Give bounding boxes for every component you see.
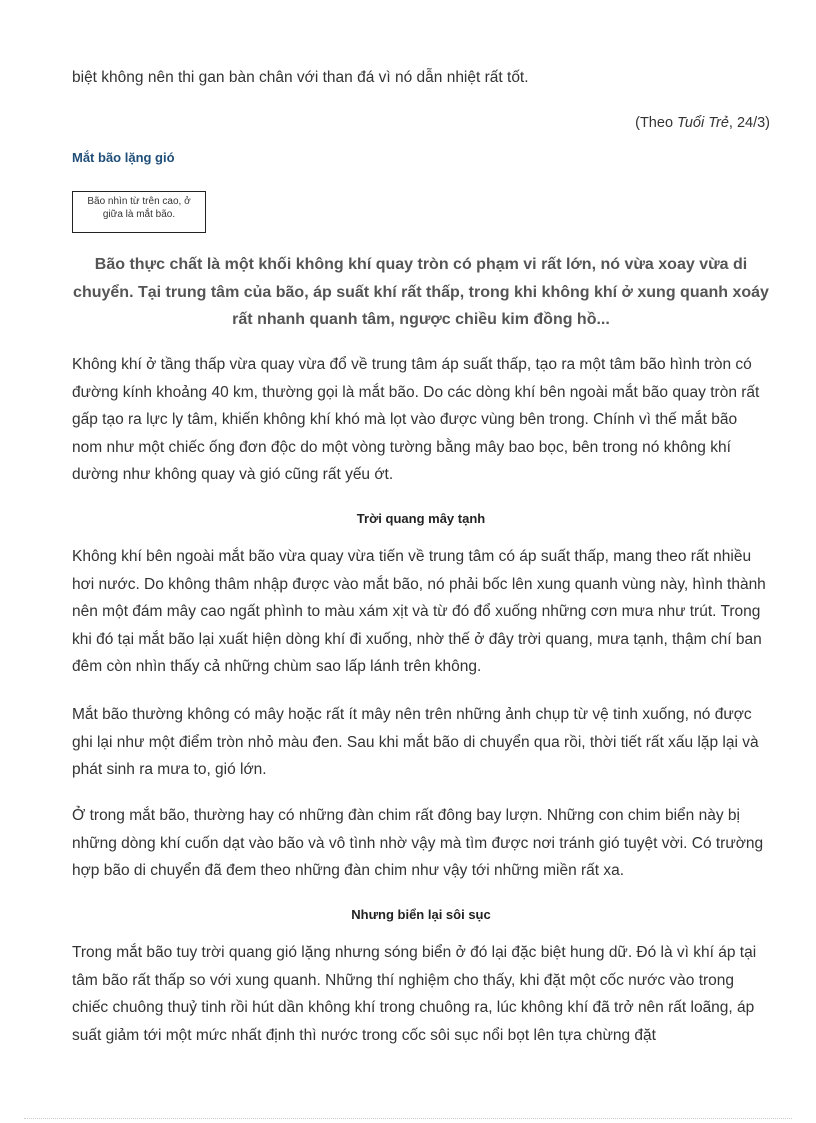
page-bottom-divider	[24, 1118, 792, 1119]
source-open: (Theo	[635, 115, 678, 131]
subheading-1: Trời quang mây tạnh	[356, 511, 486, 526]
paragraph-5: Trong mắt bão tuy trời quang gió lặng nhưng sóng biển ở đó lại đặc biệt hung dữ. Đó là vì khí áp tại tâm bão rất thấp so với xung quanh. Những thí nghiệm cho thấy, khi đặt một cốc nước vào trong chiếc chuông thuỷ tinh rồi hút dần không khí trong chuông ra, lúc không khí đã trở nên rất loãng, áp suất giảm tới một mức nhất định thì nước trong cốc sôi sục nổi bọt lên tựa chừng đặt	[72, 944, 757, 1044]
source-close: , 24/3)	[728, 115, 770, 131]
paragraph-4: Ở trong mắt bão, thường hay có những đàn chim rất đông bay lượn. Những con chim biển này bị những dòng khí cuốn dạt vào bão và vô tình nhờ vậy mà tìm được nơi tránh gió tuyệt vời. Có trường hợp bão di chuyển đã đem theo những đàn chim như vậy tới những miền rất xa.	[72, 807, 764, 879]
image-caption: Bão nhìn từ trên cao, ở giữa là mắt bão.	[87, 196, 191, 220]
subheading-2: Nhưng biển lại sôi sục	[351, 907, 491, 922]
source-publication: Tuổi Trẻ	[677, 115, 729, 131]
article-lead: Bão thực chất là một khối không khí quay tròn có phạm vi rất lớn, nó vừa xoay vừa di chuyển. Tại trung tâm của bão, áp suất khí rất thấp, trong khi không khí ở xung quanh xoáy rất nhanh quanh tâm, ngược chiều kim đồng hồ...	[73, 256, 769, 328]
paragraph-2: Không khí bên ngoài mắt bão vừa quay vừa tiến về trung tâm có áp suất thấp, mang theo rất nhiều hơi nước. Do không thâm nhập được vào mắt bão, nó phải bốc lên xung quanh vùng này, hình thành nên một đám mây cao ngất phình to màu xám xịt và từ đó đổ xuống những cơn mưa như trút. Trong khi đó tại mắt bão lại xuất hiện dòng khí đi xuống, nhờ thế ở đây trời quang, mưa tạnh, thậm chí ban đêm còn nhìn thấy cả những chùm sao lấp lánh trên không.	[72, 548, 766, 675]
image-caption-box	[72, 191, 206, 233]
source-citation	[635, 112, 770, 134]
intro-paragraph-fragment: biệt không nên thi gan bàn chân với than đá vì nó dẫn nhiệt rất tốt.	[72, 69, 529, 86]
paragraph-3: Mắt bão thường không có mây hoặc rất ít mây nên trên những ảnh chụp từ vệ tinh xuống, nó được ghi lại như một điểm tròn nhỏ màu đen. Sau khi mắt bão di chuyển qua rồi, thời tiết rất xấu lặp lại và phát sinh ra mưa to, gió lớn.	[72, 706, 759, 778]
article-title: Mắt bão lặng gió	[72, 150, 175, 165]
paragraph-1: Không khí ở tầng thấp vừa quay vừa đổ về trung tâm áp suất thấp, tạo ra một tâm bão hình tròn có đường kính khoảng 40 km, thường gọi là mắt bão. Do các dòng khí bên ngoài mắt bão quay tròn rất gấp tạo ra lực ly tâm, khiến không khí khó mà lọt vào được vùng bên trong. Chính vì thế mắt bão nom như một chiếc ống đơn độc do một vòng tường bằng mây bao bọc, bên trong nó không khí dường như không quay và gió cũng rất yếu ớt.	[72, 356, 760, 483]
